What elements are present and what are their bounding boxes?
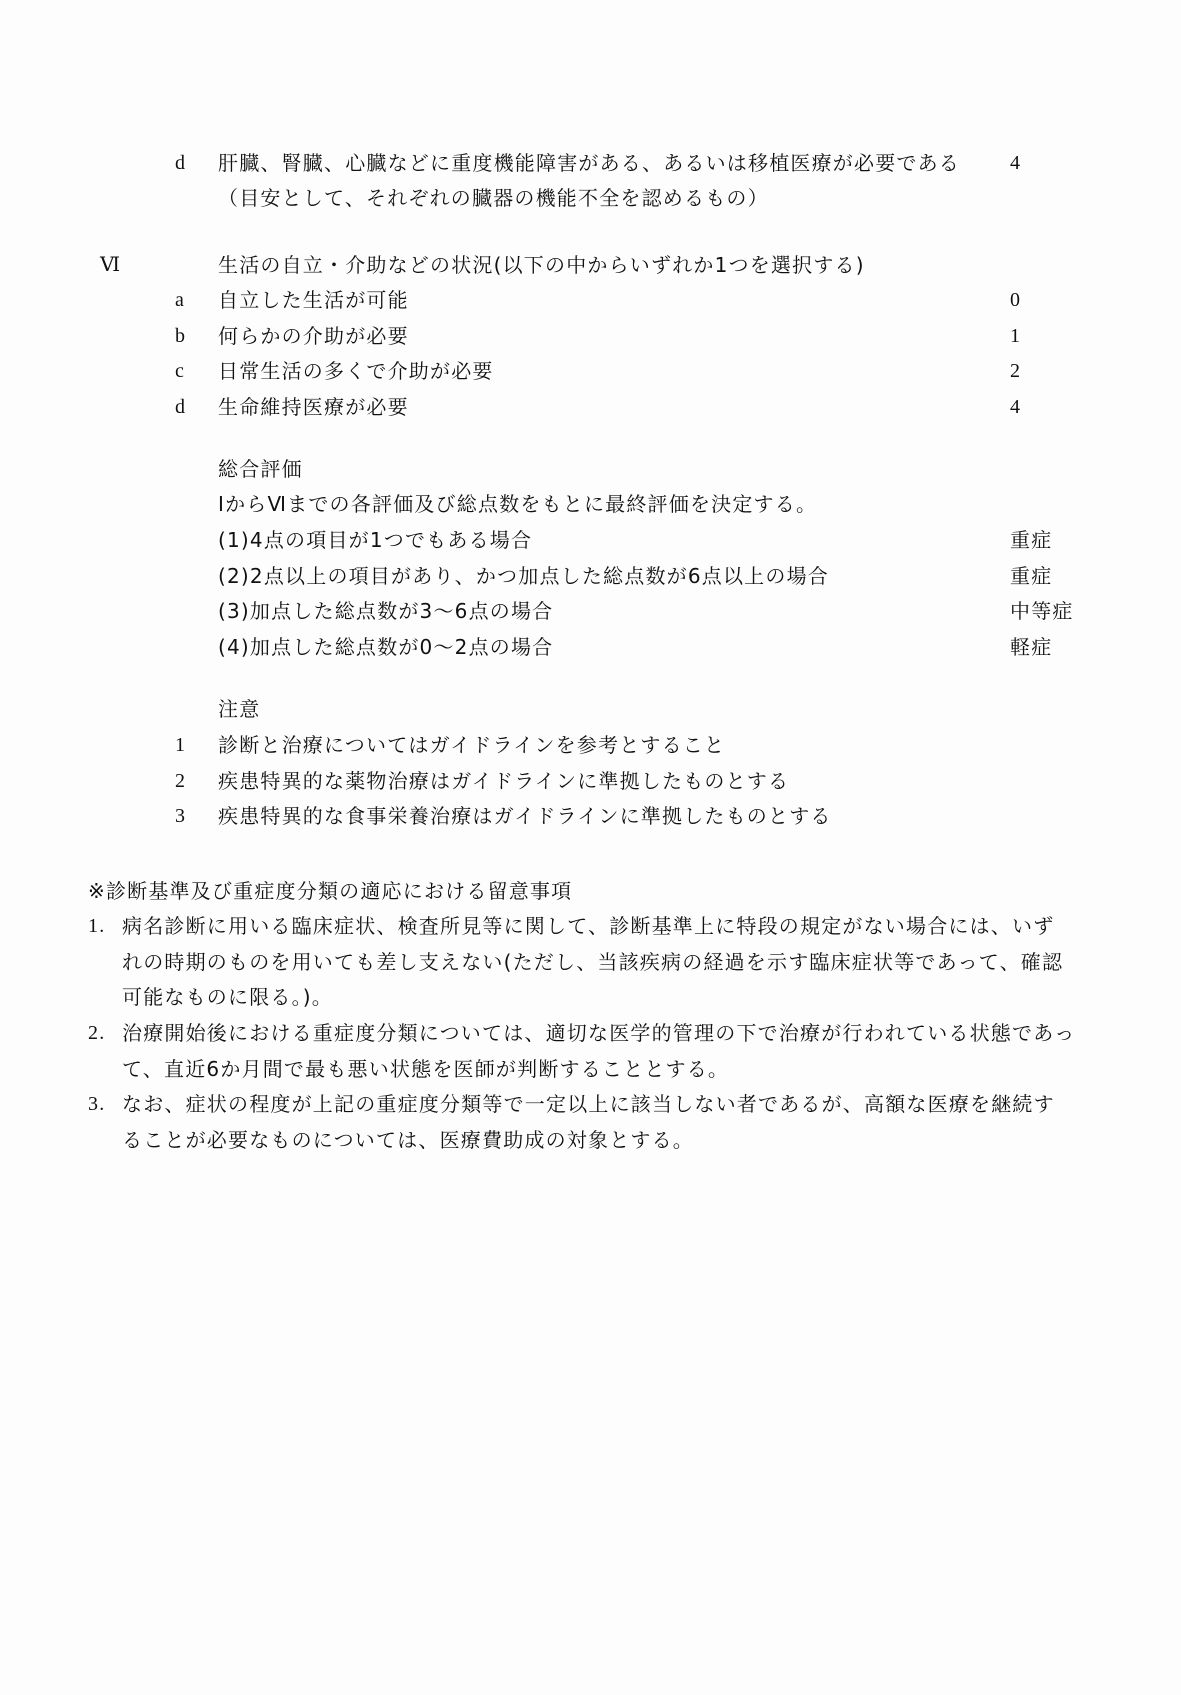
note-line: 治療開始後における重症度分類については、適切な医学的管理の下で治療が行われている状態であっ <box>122 1021 1076 1045</box>
caution-text: 疾患特異的な食事栄養治療はガイドラインに準拠したものとする <box>218 804 832 828</box>
caution-number: 2 <box>175 770 187 792</box>
item-score: 0 <box>1010 289 1022 311</box>
caution-number: 3 <box>175 805 187 827</box>
rule-text: (1)4点の項目が1つでもある場合 <box>218 528 533 552</box>
item-continuation: （目安として、それぞれの臓器の機能不全を認めるもの） <box>218 186 769 210</box>
item-text: 日常生活の多くで介助が必要 <box>218 359 494 383</box>
note-number: 3. <box>88 1093 106 1115</box>
item-text: 何らかの介助が必要 <box>218 324 409 348</box>
item-letter: d <box>175 396 187 418</box>
section-numeral: Ⅵ <box>100 254 122 276</box>
note-number: 2. <box>88 1022 106 1044</box>
caution-text: 診断と治療についてはガイドラインを参考とすること <box>218 733 726 757</box>
caution-number: 1 <box>175 734 187 756</box>
note-line: なお、症状の程度が上記の重症度分類等で一定以上に該当しない者であるが、高額な医療を継続す <box>122 1092 1055 1116</box>
item-score: 1 <box>1010 325 1022 347</box>
note-line: て、直近6か月間で最も悪い状態を医師が判断することとする。 <box>122 1057 730 1081</box>
overall-intro: ⅠからⅥまでの各評価及び総点数をもとに最終評価を決定する。 <box>218 492 818 516</box>
note-number: 1. <box>88 915 106 937</box>
item-letter: d <box>175 152 187 174</box>
rule-result: 重症 <box>1010 564 1053 588</box>
item-letter: b <box>175 325 187 347</box>
note-line: ることが必要なものについては、医療費助成の対象とする。 <box>122 1128 694 1152</box>
notes-title: ※診断基準及び重症度分類の適応における留意事項 <box>88 879 573 903</box>
note-line: 可能なものに限る。)。 <box>122 985 334 1009</box>
section-title: 生活の自立・介助などの状況(以下の中からいずれか1つを選択する) <box>218 253 865 277</box>
item-text: 自立した生活が可能 <box>218 288 409 312</box>
item-letter: c <box>175 360 186 382</box>
rule-text: (4)加点した総点数が0～2点の場合 <box>218 635 554 659</box>
rule-result: 重症 <box>1010 528 1053 552</box>
item-score: 4 <box>1010 396 1022 418</box>
caution-text: 疾患特異的な薬物治療はガイドラインに準拠したものとする <box>218 769 790 793</box>
item-text: 生命維持医療が必要 <box>218 395 409 419</box>
rule-result: 中等症 <box>1010 599 1074 623</box>
item-text: 肝臓、腎臓、心臓などに重度機能障害がある、あるいは移植医療が必要である <box>218 151 960 175</box>
item-letter: a <box>175 289 186 311</box>
rule-result: 軽症 <box>1010 635 1053 659</box>
note-line: 病名診断に用いる臨床症状、検査所見等に関して、診断基準上に特段の規定がない場合には、いず <box>122 914 1055 938</box>
rule-text: (2)2点以上の項目があり、かつ加点した総点数が6点以上の場合 <box>218 564 829 588</box>
overall-title: 総合評価 <box>218 457 303 481</box>
item-score: 2 <box>1010 360 1022 382</box>
cautions-title: 注意 <box>218 697 261 721</box>
rule-text: (3)加点した総点数が3～6点の場合 <box>218 599 554 623</box>
note-line: れの時期のものを用いても差し支えない(ただし、当該疾病の経過を示す臨床症状等であって、確認 <box>122 950 1064 974</box>
item-score: 4 <box>1010 152 1022 174</box>
